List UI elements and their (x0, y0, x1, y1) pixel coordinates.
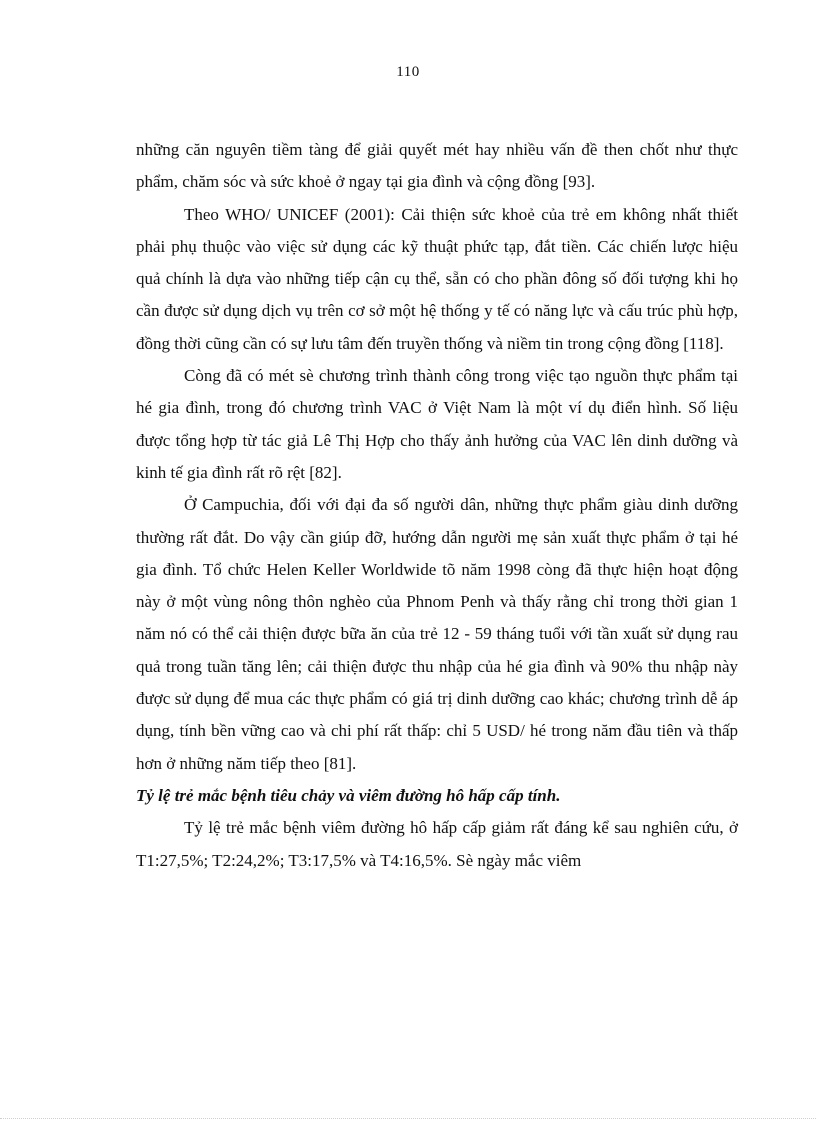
page-number: 110 (396, 64, 420, 80)
paragraph-who-unicef: Theo WHO/ UNICEF (2001): Cải thiện sức khoẻ của trẻ em không nhất thiết phải phụ thuộc vào việc sử dụng các kỹ thuật phức tạp, đắt tiền. Các chiến lược hiệu quả chính là dựa vào những tiếp cận cụ thể, sẵn có cho phần đông số đối tượng khi họ cần được sử dụng dịch vụ trên cơ sở một hệ thống y tế có năng lực và cấu trúc phù hợp, đồng thời cũng cần có sự lưu tâm đến truyền thống và niềm tin trong cộng đồng [118]. (136, 204, 738, 353)
paragraph-cambodia: Ở Campuchia, đối với đại đa số người dân, những thực phẩm giàu dinh dưỡng thường rất đắt. Do vậy cần giúp đỡ, hướng dẫn người mẹ sản xuất thực phẩm ở tại hé gia đình. Tổ chức Helen Keller Worldwide tõ năm 1998 còng đã thực hiện hoạt động này ở một vùng nông thôn nghèo của Phnom Penh và thấy rằng chỉ trong thời gian 1 năm nó có thể cải thiện được bữa ăn của trẻ 12 - 59 tháng tuổi với tần xuất sử dụng rau quả trong tuần tăng lên; cải thiện được thu nhập của hé gia đình và 90% thu nhập này được sử dụng để mua các thực phẩm có giá trị dinh dưỡng cao khác; chương trình dễ áp dụng, tính bền vững cao và chi phí rất thấp: chỉ 5 USD/ hé trong năm đầu tiên và thấp hơn ở những năm tiếp theo [81]. (136, 495, 738, 773)
paragraph-vac-program: Còng đã có mét sè chương trình thành công trong việc tạo nguồn thực phẩm tại hé gia đình, trong đó chương trình VAC ở Việt Nam là một ví dụ điển hình. Số liệu được tổng hợp từ tác giả Lê Thị Hợp cho thấy ảnh hưởng của VAC lên dinh dưỡng và kinh tế gia đình rất rõ rệt [82]. (136, 366, 738, 482)
page-bottom-rule (0, 1118, 816, 1119)
section-heading: Tỷ lệ trẻ mắc bệnh tiêu chảy và viêm đường hô hấp cấp tính. (136, 785, 561, 805)
document-body (136, 134, 738, 877)
paragraph-respiratory-rates: Tỷ lệ trẻ mắc bệnh viêm đường hô hấp cấp giảm rất đáng kể sau nghiên cứu, ở T1:27,5%; T2:24,2%; T3:17,5% và T4:16,5%. Sè ngày mắc viêm (136, 818, 738, 870)
paragraph-continuation: những căn nguyên tiềm tàng để giải quyết mét hay nhiều vấn đề then chốt như thực phẩm, chăm sóc và sức khoẻ ở ngay tại gia đình và cộng đồng [93]. (136, 140, 738, 192)
